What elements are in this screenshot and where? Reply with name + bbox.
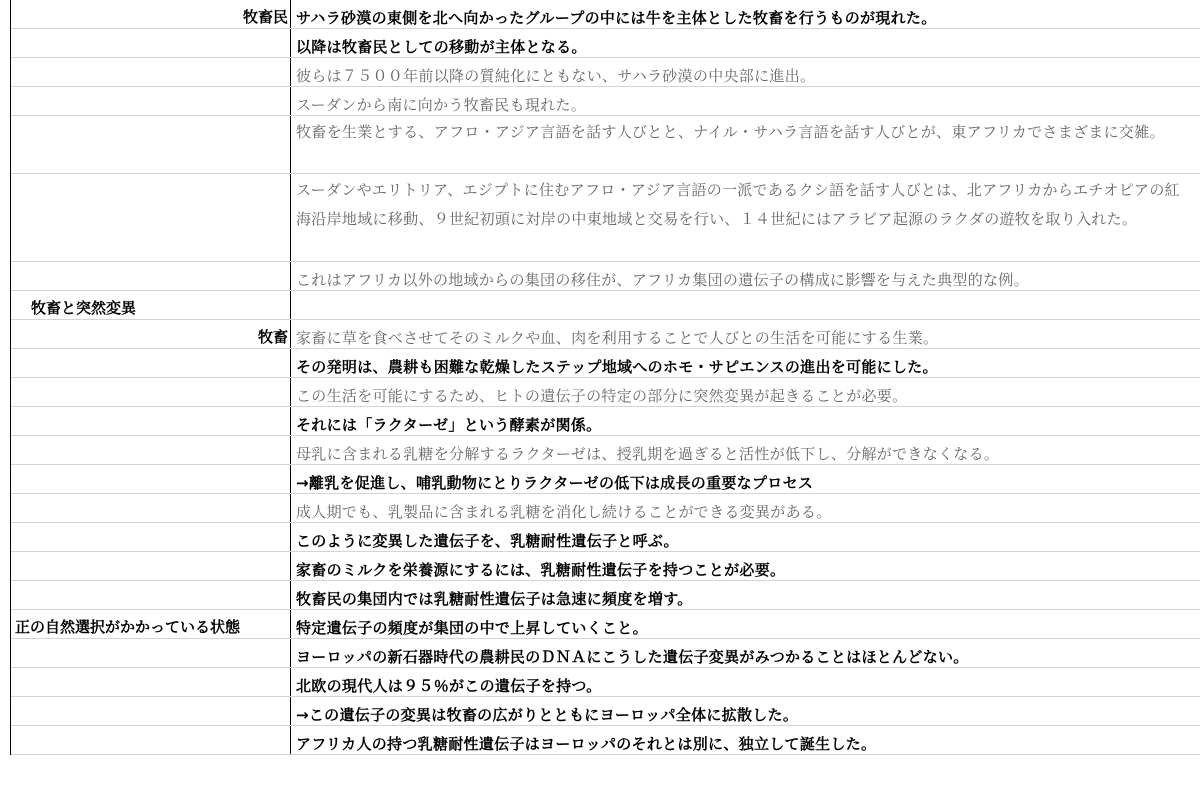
cell-label[interactable] bbox=[11, 87, 291, 115]
cell-label[interactable]: 正の自然選択がかかっている状態 bbox=[11, 610, 291, 638]
cell-text[interactable]: →離乳を促進し、哺乳動物にとりラクターゼの低下は成長の重要なプロセス bbox=[296, 474, 814, 492]
cell-label[interactable] bbox=[11, 262, 291, 290]
cell-text[interactable]: 以降は牧畜民としての移動が主体となる。 bbox=[296, 38, 587, 56]
table-row bbox=[11, 465, 1200, 494]
cell-text[interactable]: ヨーロッパの新石器時代の農耕民のＤＮＡにこうした遺伝子変異がみつかることはほとんどない。 bbox=[296, 648, 969, 666]
table-row bbox=[11, 407, 1200, 436]
cell-text[interactable]: 家畜に草を食べさせてそのミルクや血、肉を利用することで人びとの生活を可能にする生業。 bbox=[296, 329, 939, 347]
cell-label[interactable] bbox=[11, 116, 291, 173]
cell-text[interactable]: 母乳に含まれる乳糖を分解するラクターゼは、授乳期を過ぎると活性が低下し、分解ができなくなる。 bbox=[296, 445, 1000, 463]
section-heading[interactable]: 牧畜と突然変異 bbox=[11, 291, 291, 319]
cell-label[interactable] bbox=[11, 378, 291, 406]
cell-label[interactable]: 牧畜 bbox=[11, 320, 291, 348]
table-row bbox=[11, 320, 1200, 349]
cell-text[interactable]: それには「ラクターゼ」という酵素が関係。 bbox=[296, 416, 602, 434]
cell-text[interactable]: 北欧の現代人は９５％がこの遺伝子を持つ。 bbox=[296, 677, 602, 695]
table-row bbox=[11, 58, 1200, 87]
table-row bbox=[11, 29, 1200, 58]
cell-label[interactable] bbox=[11, 494, 291, 522]
table-row bbox=[11, 668, 1200, 697]
cell-label[interactable] bbox=[11, 465, 291, 493]
cell-label[interactable] bbox=[11, 349, 291, 377]
table-row bbox=[11, 262, 1200, 291]
cell-label[interactable] bbox=[11, 639, 291, 667]
table-row bbox=[11, 523, 1200, 552]
table-row bbox=[11, 697, 1200, 726]
cell-label[interactable] bbox=[11, 552, 291, 580]
cell-text[interactable]: この生活を可能にするため、ヒトの遺伝子の特定の部分に突然変異が起きることが必要。 bbox=[296, 387, 908, 405]
table-row bbox=[11, 291, 1200, 320]
cell-text[interactable]: 家畜のミルクを栄養源にするには、乳糖耐性遺伝子を持つことが必要。 bbox=[296, 561, 786, 579]
cell-text[interactable]: アフリカ人の持つ乳糖耐性遺伝子はヨーロッパのそれとは別に、独立して誕生した。 bbox=[296, 735, 877, 753]
table-row bbox=[11, 726, 1200, 755]
table-row bbox=[11, 87, 1200, 116]
cell-label[interactable]: 牧畜民 bbox=[11, 0, 291, 28]
cell-text[interactable]: 牧畜を生業とする、アフロ・アジア言語を話す人びとと、ナイル・サハラ言語を話す人びとが、東アフリカでさまざまに交雑。 bbox=[296, 123, 1165, 141]
cell-text[interactable]: サハラ砂漠の東側を北へ向かったグループの中には牛を主体とした牧畜を行うものが現れた。 bbox=[296, 9, 937, 27]
cell-text[interactable]: →この遺伝子の変異は牧畜の広がりとともにヨーロッパ全体に拡散した。 bbox=[296, 706, 799, 724]
cell-label[interactable] bbox=[11, 668, 291, 696]
cell-label[interactable] bbox=[11, 174, 291, 261]
cell-label[interactable] bbox=[11, 29, 291, 57]
table-row bbox=[11, 581, 1200, 610]
cell-label[interactable] bbox=[11, 58, 291, 86]
cell-label[interactable] bbox=[11, 581, 291, 609]
cell-text[interactable]: スーダンやエリトリア、エジプトに住むアフロ・アジア言語の一派であるクシ語を話す人びとは、北アフリカからエチオピアの紅海沿岸地域に移動、９世紀初頭に対岸の中東地域と交易を行い、１４世紀にはアラビア起源のラクダの遊牧を取り入れた。 bbox=[296, 181, 1180, 228]
table-row bbox=[11, 639, 1200, 668]
table-row bbox=[11, 378, 1200, 407]
cell-label[interactable] bbox=[11, 407, 291, 435]
table-row bbox=[11, 610, 1200, 639]
table-row bbox=[11, 494, 1200, 523]
table-row bbox=[11, 0, 1200, 29]
cell-text[interactable]: スーダンから南に向かう牧畜民も現れた。 bbox=[296, 96, 587, 114]
cell-text[interactable] bbox=[291, 291, 1200, 319]
cell-text[interactable]: 牧畜民の集団内では乳糖耐性遺伝子は急速に頻度を増す。 bbox=[296, 590, 693, 608]
cell-text[interactable]: 特定遺伝子の頻度が集団の中で上昇していくこと。 bbox=[296, 619, 648, 637]
table-row bbox=[11, 552, 1200, 581]
table-row bbox=[11, 349, 1200, 378]
cell-text[interactable]: 成人期でも、乳製品に含まれる乳糖を消化し続けることができる変異がある。 bbox=[296, 503, 832, 521]
cell-text[interactable]: これはアフリカ以外の地域からの集団の移住が、アフリカ集団の遺伝子の構成に影響を与えた典型的な例。 bbox=[296, 271, 1029, 289]
table-row bbox=[11, 174, 1200, 262]
spreadsheet-grid bbox=[10, 0, 1200, 755]
cell-text[interactable]: このように変異した遺伝子を、乳糖耐性遺伝子と呼ぶ。 bbox=[296, 532, 679, 550]
table-row bbox=[11, 436, 1200, 465]
cell-label[interactable] bbox=[11, 697, 291, 725]
table-row bbox=[11, 116, 1200, 174]
cell-text[interactable]: 彼らは７５００年前以降の質純化にともない、サハラ砂漠の中央部に進出。 bbox=[296, 67, 816, 85]
cell-label[interactable] bbox=[11, 523, 291, 551]
cell-text[interactable]: その発明は、農耕も困難な乾燥したステップ地域へのホモ・サピエンスの進出を可能にした。 bbox=[296, 358, 938, 376]
cell-label[interactable] bbox=[11, 436, 291, 464]
cell-label[interactable] bbox=[11, 726, 291, 754]
